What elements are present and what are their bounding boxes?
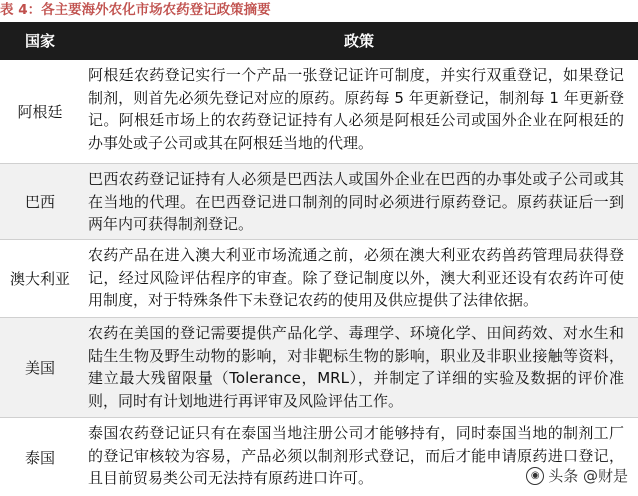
policy-cell: 农药产品在进入澳大利亚市场流通之前，必须在澳大利亚农药兽药管理局获得登记，经过风险评估程序的审查。除了登记制度以外，澳大利亚还设有农药许可使用制度，对于特殊条件下未登记农药的使用及供应提供了法律依据。 [88, 246, 624, 309]
header-country: 国家 [24, 32, 55, 50]
country-cell: 澳大利亚 [9, 270, 70, 288]
watermark-text: 头条 @财是 [548, 467, 628, 485]
table-row [0, 318, 638, 418]
table-row [0, 240, 638, 318]
header-policy: 政策 [343, 32, 374, 50]
policy-cell: 阿根廷农药登记实行一个产品一张登记证许可制度，并实行双重登记，如果登记制剂，则首先必须先登记对应的原药。原药每 5 年更新登记，制剂每 1 年更新登记。阿根廷市场上的农药登记证持有人必须是阿根廷公司或国外企业在阿根廷的办事处或子公司或其在阿根廷当地的代理。 [88, 66, 624, 152]
country-cell: 阿根廷 [17, 103, 63, 121]
table-row [0, 164, 638, 240]
policy-cell: 农药在美国的登记需要提供产品化学、毒理学、环境化学、田间药效、对水生和陆生生物及野生动物的影响，对非靶标生物的影响，职业及非职业接触等资料，建立最大残留限量（Tolerance，MRL），并制定了详细的实验及数据的评价准则，同时有计划地进行再评审及风险评估工作。 [88, 324, 624, 410]
table-row [0, 60, 638, 164]
camera-logo-icon: ◉ [526, 467, 544, 485]
policy-cell: 巴西农药登记证持有人必须是巴西法人或国外企业在巴西的办事处或子公司或其在当地的代理。在巴西登记进口制剂的同时必须进行原药登记。原药获证后一到两年内可获得制剂登记。 [88, 170, 624, 233]
table-header [0, 22, 638, 60]
country-cell: 泰国 [24, 448, 55, 467]
table-caption: 表 4：各主要海外农化市场农药登记政策摘要 [0, 2, 271, 18]
policy-cell: 泰国农药登记证只有在泰国当地注册公司才能够持有，同时泰国当地的制剂工厂的登记审核较为容易，产品必须以制剂形式登记，而后才能申请原药进口登记，且目前贸易类公司无法持有原药进口许可。 [88, 424, 624, 487]
country-cell: 美国 [24, 359, 55, 377]
watermark [526, 465, 628, 486]
country-cell: 巴西 [24, 193, 55, 211]
